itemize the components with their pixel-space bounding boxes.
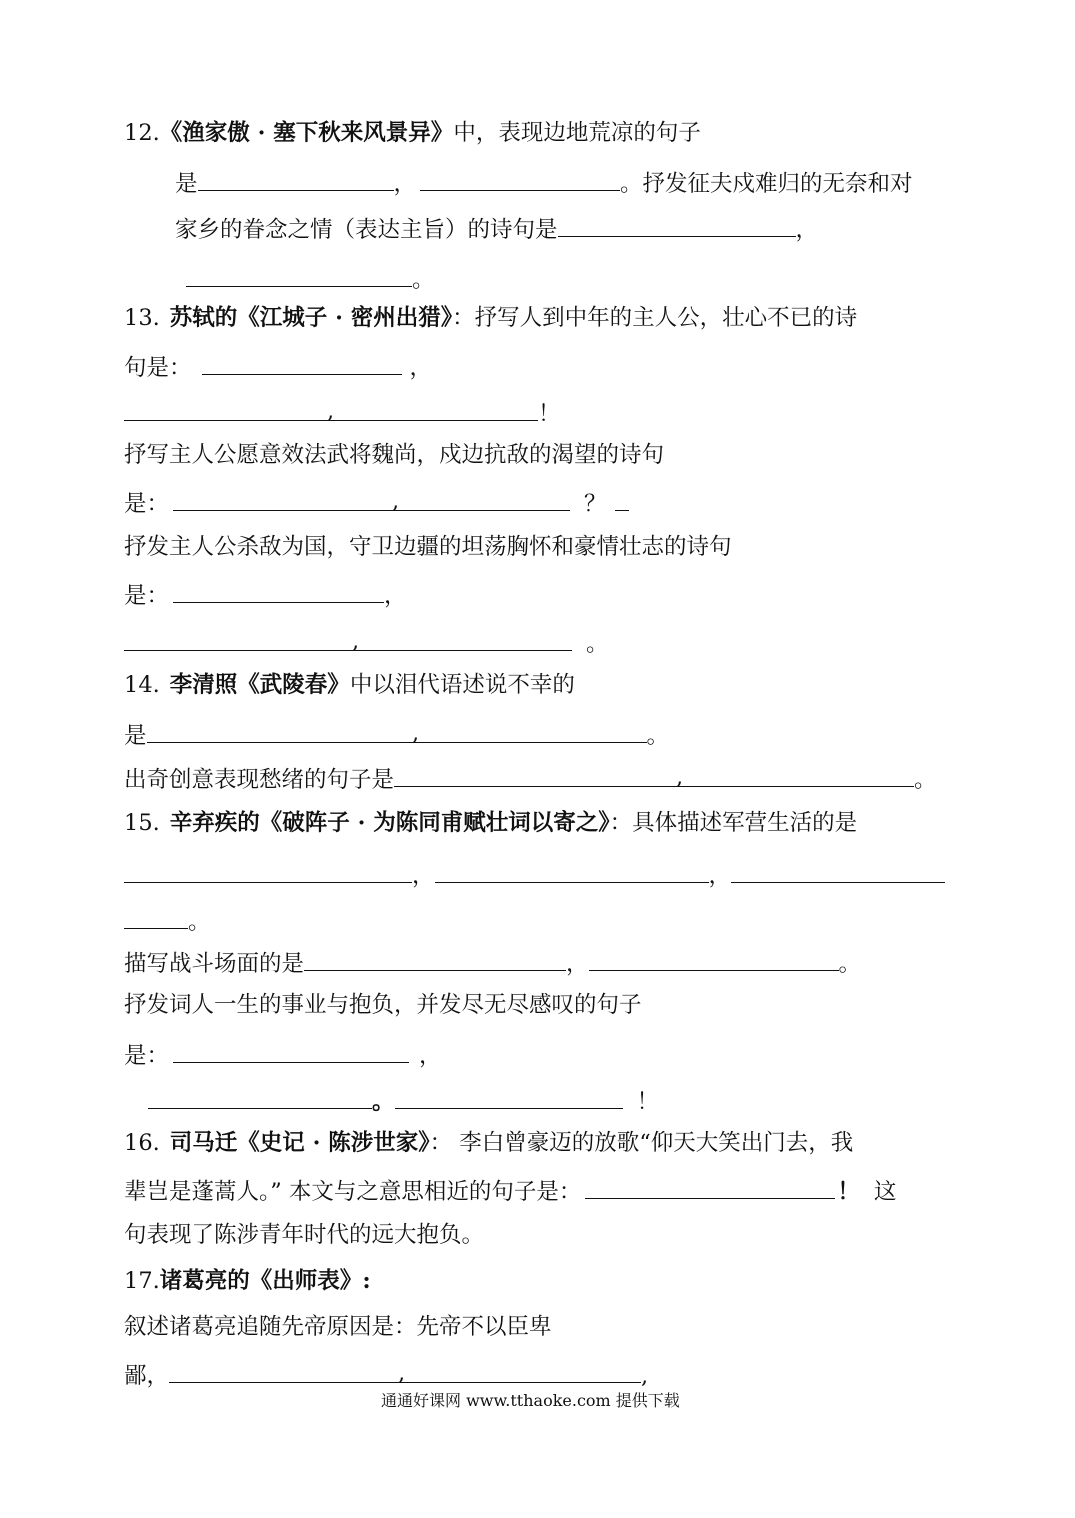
q13-line5: [124, 486, 629, 516]
q12-line3-text: 家乡的眷念之情（表达主旨）的诗句是: [175, 217, 558, 243]
q14-line3-comma: ,: [676, 764, 684, 790]
q13-is: 是：: [124, 491, 170, 517]
answer-blank[interactable]: [173, 1038, 409, 1063]
q14-line3: [124, 762, 937, 792]
answer-blank[interactable]: [124, 858, 412, 883]
q14-is: 是: [124, 723, 147, 749]
q16-line3: 句表现了陈涉青年时代的远大抱负。: [124, 1222, 485, 1248]
q12-number: 12.: [124, 120, 160, 146]
q16-line2-text: 辈岂是蓬蒿人。” 本文与之意思相近的句子是：: [124, 1179, 582, 1205]
q17-number: 17.: [124, 1268, 160, 1294]
answer-blank[interactable]: [394, 762, 642, 787]
q16-intro: ： 李白曾豪迈的放歌“仰天大笑出门去，我: [429, 1130, 854, 1156]
q15-intro: ：具体描述军营生活的是: [609, 810, 858, 836]
punct: ，: [419, 1043, 442, 1069]
footer-note: 通通好课网 www.tthaoke.com 提供下载: [381, 1391, 680, 1410]
punct: 。: [372, 1089, 395, 1115]
answer-blank[interactable]: [202, 350, 402, 375]
punct: ！: [538, 401, 561, 427]
answer-blank[interactable]: [350, 626, 572, 651]
q13-title: 苏轼的《江城子 · 密州出猎》: [169, 305, 453, 331]
q16-tail: 这: [873, 1179, 897, 1205]
punct: ，: [393, 171, 417, 197]
punct: 。: [412, 267, 435, 293]
q12-title: 《渔家傲 · 塞下秋来风景异》: [159, 120, 454, 146]
answer-blank[interactable]: [147, 718, 413, 743]
answer-blank[interactable]: [420, 166, 620, 191]
q12-mid: 。抒发征夫戍难归的无奈和对: [620, 171, 913, 197]
q12-is: 是: [175, 171, 198, 197]
q16-title: 司马迁《史记 · 陈涉世家》: [169, 1130, 430, 1156]
answer-blank[interactable]: [395, 1358, 641, 1383]
q16-heading: [124, 1128, 853, 1158]
answer-blank[interactable]: [169, 1358, 395, 1383]
answer-blank[interactable]: [435, 858, 709, 883]
answer-blank[interactable]: [124, 396, 330, 421]
punct: 。: [914, 767, 937, 793]
answer-blank[interactable]: [585, 1174, 835, 1199]
answer-blank[interactable]: [124, 904, 188, 929]
q15-line2: [124, 858, 945, 888]
q14-intro: 中以泪代语述说不幸的: [349, 672, 575, 698]
answer-blank[interactable]: [615, 486, 629, 511]
q13-line5-comma: ,: [392, 488, 400, 514]
q14-title: 李清照《武陵春》: [169, 672, 350, 698]
q17-para1: 叙述诸葛亮追随先帝原因是：先帝不以臣卑: [124, 1314, 552, 1340]
punct: ，: [384, 583, 407, 609]
q14-line2-comma: ,: [412, 720, 420, 746]
punct: ？: [584, 491, 607, 517]
q12-line3: [175, 212, 818, 242]
answer-blank[interactable]: [173, 578, 384, 603]
punct: 。: [188, 909, 211, 935]
q17-title: 诸葛亮的《出师表》: [159, 1268, 363, 1294]
punct: 。: [838, 951, 862, 977]
q12-heading: [124, 118, 701, 148]
q17-line3: [124, 1358, 648, 1388]
q15-line4: [124, 946, 861, 976]
q16-number: 16.: [124, 1130, 160, 1156]
q15-line3: [124, 904, 211, 934]
q15-line7: [148, 1084, 659, 1114]
q17-line2-text: 鄙，: [124, 1363, 170, 1389]
q16-line2: [124, 1174, 896, 1204]
q13-para3: 抒发主人公杀敌为国，守卫边疆的坦荡胸怀和豪情壮志的诗句: [124, 534, 732, 560]
q13-heading: [124, 303, 857, 333]
punct: ，: [566, 951, 589, 977]
answer-blank[interactable]: [413, 718, 647, 743]
q13-line8: [124, 626, 609, 656]
answer-blank[interactable]: [589, 946, 839, 971]
punct: ,: [641, 1363, 649, 1389]
answer-blank[interactable]: [124, 626, 350, 651]
answer-blank[interactable]: [148, 1084, 372, 1109]
answer-blank[interactable]: [186, 262, 412, 287]
punct: ，: [795, 217, 819, 243]
punct: ！: [837, 1179, 860, 1205]
q14-line2: [124, 718, 669, 748]
punct: ，: [412, 863, 435, 889]
answer-blank[interactable]: [330, 396, 538, 421]
answer-blank[interactable]: [558, 212, 796, 237]
q13-line7: [124, 578, 407, 608]
q15-para2: 描写战斗场面的是: [124, 951, 305, 977]
q12-line4: [186, 262, 435, 292]
q15-line6: [124, 1038, 442, 1068]
q13-line8-comma: ,: [352, 628, 360, 654]
q13-line2-text: 句是：: [124, 355, 192, 381]
answer-blank[interactable]: [731, 858, 945, 883]
q15-number: 15.: [124, 810, 160, 836]
q13-intro: ：抒写人到中年的主人公，壮心不已的诗: [452, 305, 858, 331]
q12-intro: 中，表现边地荒凉的句子: [453, 120, 701, 146]
q15-heading: [124, 808, 857, 838]
q13-line3: [124, 396, 561, 426]
punct: :: [362, 1268, 371, 1294]
punct: ，: [708, 863, 732, 889]
punct: 。: [586, 631, 609, 657]
q15-title: 辛弃疾的《破阵子 · 为陈同甫赋壮词以寄之》: [169, 810, 610, 836]
answer-blank[interactable]: [395, 1084, 623, 1109]
answer-blank[interactable]: [387, 486, 570, 511]
q13-number: 13.: [124, 305, 160, 331]
q15-is: 是：: [124, 1043, 170, 1069]
q14-para2: 出奇创意表现愁绪的句子是: [124, 767, 395, 793]
q17-heading: [124, 1266, 371, 1296]
q13-line3-comma: ,: [327, 398, 335, 424]
answer-blank[interactable]: [304, 946, 566, 971]
q12-line2: [175, 166, 913, 196]
q13-line2: [124, 350, 432, 380]
punct: ！: [636, 1089, 660, 1115]
q13-para2: 抒写主人公愿意效法武将魏尚，戍边抗敌的渴望的诗句: [124, 442, 665, 468]
q14-heading: [124, 670, 575, 700]
punct: 。: [646, 723, 670, 749]
q15-para3: 抒发词人一生的事业与抱负，并发尽无尽感叹的句子: [124, 992, 642, 1018]
q14-number: 14.: [124, 672, 160, 698]
punct: ，: [409, 355, 433, 381]
q13-is2: 是：: [124, 583, 170, 609]
answer-blank[interactable]: [173, 486, 387, 511]
q17-line3-comma: ,: [398, 1360, 406, 1386]
answer-blank[interactable]: [198, 166, 394, 191]
